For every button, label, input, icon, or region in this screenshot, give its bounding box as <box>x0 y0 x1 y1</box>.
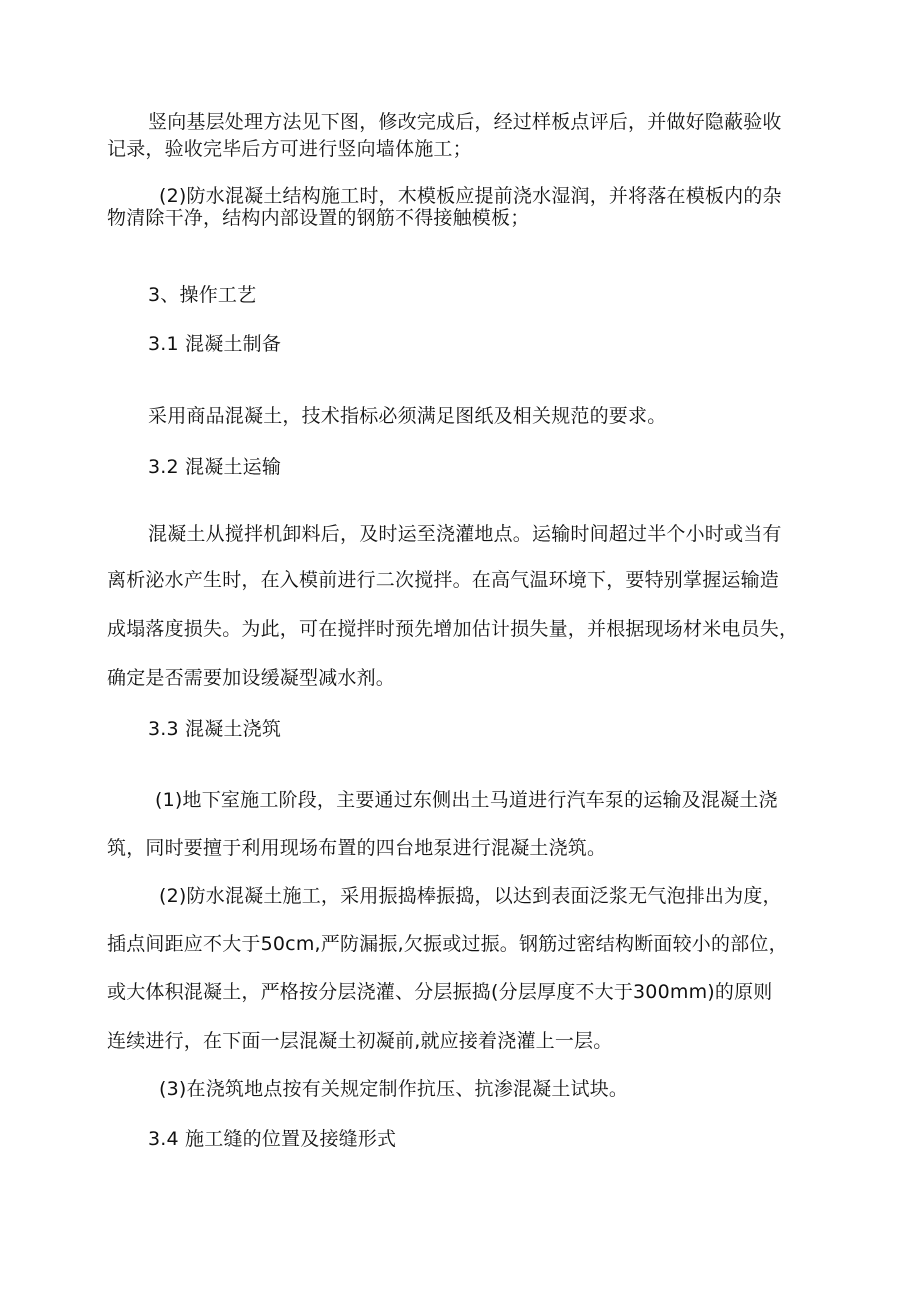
paragraph-line: 筑，同时要擅于利用现场布置的四台地泵进行混凝土浇筑。 <box>107 837 607 859</box>
paragraph-line: 连续进行，在下面一层混凝土初凝前,就应接着浇灌上一层。 <box>107 1030 613 1052</box>
paragraph-line: (3)在浇筑地点按有关规定制作抗压、抗渗混凝土试块。 <box>159 1078 629 1100</box>
subsection-heading: 3.1 混凝土制备 <box>148 333 282 355</box>
paragraph-line: 或大体积混凝土，严格按分层浇灌、分层振捣(分层厚度不大于300mm)的原则 <box>107 981 773 1003</box>
paragraph-line: 采用商品混凝土，技术指标必须满足图纸及相关规范的要求。 <box>148 405 667 427</box>
paragraph-line: 成塌落度损失。为此，可在搅拌时预先增加估计损失量，并根据现场材米电员失， <box>107 618 799 640</box>
paragraph-line: 离析泌水产生时，在入模前进行二次搅拌。在高气温环境下，要特别掌握运输造 <box>107 569 780 591</box>
paragraph-line: 物清除干净，结构内部设置的钢筋不得接触模板； <box>107 207 530 229</box>
paragraph-line: 确定是否需要加设缓凝型减水剂。 <box>107 667 396 689</box>
paragraph-line: 记录，验收完毕后方可进行竖向墙体施工； <box>107 138 472 160</box>
paragraph-line: 插点间距应不大于50cm,严防漏振,欠振或过振。钢筋过密结构断面较小的部位， <box>107 933 788 955</box>
paragraph-line: (2)防水混凝土施工，采用振捣棒振捣，以达到表面泛浆无气泡排出为度， <box>159 885 782 907</box>
subsection-heading: 3.3 混凝土浇筑 <box>148 718 282 740</box>
paragraph-line: 竖向基层处理方法见下图，修改完成后，经过样板点评后，并做好隐蔽验收 <box>148 111 782 133</box>
section-heading: 3、操作工艺 <box>148 284 257 306</box>
paragraph-line: 混凝土从搅拌机卸料后，及时运至浇灌地点。运输时间超过半个小时或当有 <box>148 523 782 545</box>
subsection-heading: 3.4 施工缝的位置及接缝形式 <box>148 1128 397 1150</box>
subsection-heading: 3.2 混凝土运输 <box>148 456 282 478</box>
paragraph-line: (1)地下室施工阶段，主要通过东侧出土马道进行汽车泵的运输及混凝土浇 <box>155 789 778 811</box>
paragraph-line: (2)防水混凝土结构施工时，木模板应提前浇水湿润，并将落在模板内的杂 <box>159 185 782 207</box>
